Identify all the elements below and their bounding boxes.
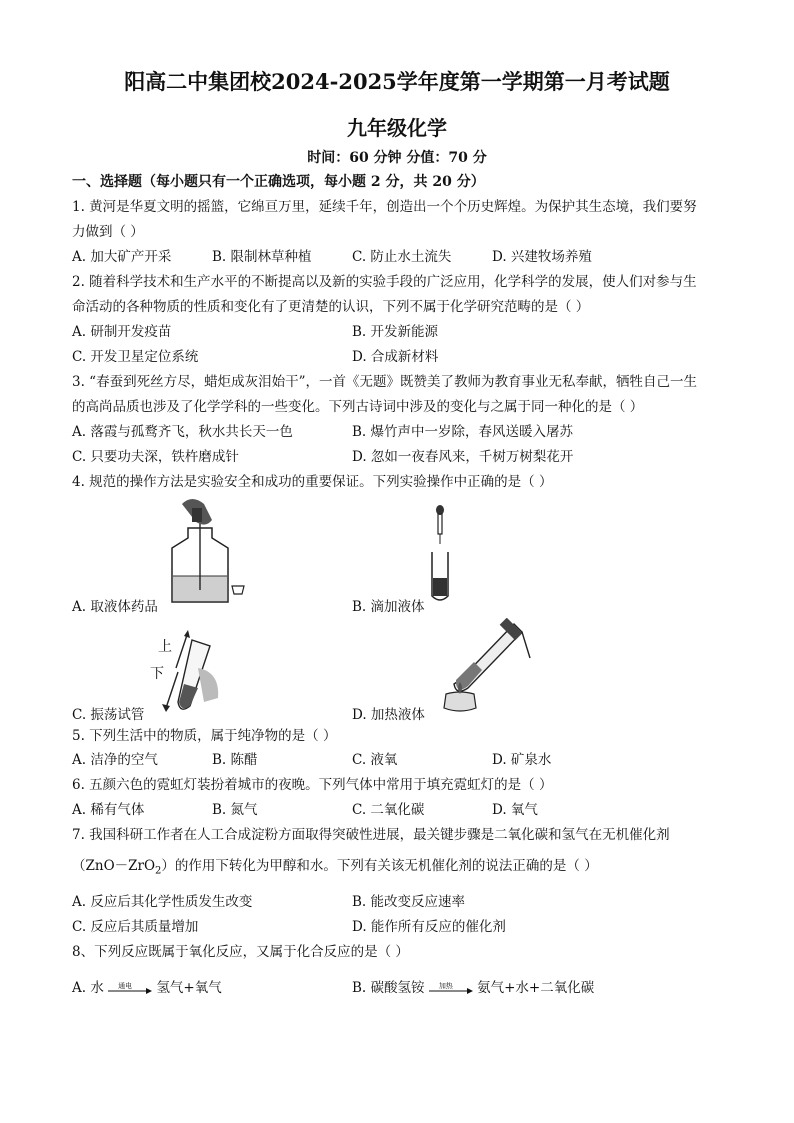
- q5-option-a: A. 洁净的空气: [72, 752, 158, 768]
- q7-stem-rest: ）的作用下转化为甲醇和水。下列有关该无机催化剂的说法正确的是（ ）: [161, 858, 598, 874]
- q8-a-products: 氢气+氧气: [156, 980, 222, 996]
- q3-option-c: C. 只要功夫深，铁杵磨成针: [72, 449, 239, 465]
- q5-option-b: B. 陈醋: [212, 752, 258, 768]
- q1-option-d: D. 兴建牧场养殖: [492, 249, 592, 265]
- q8-a-reactant: A. 水: [72, 980, 104, 996]
- q2-stem-line1: 2. 随着科学技术和生产水平的不断提高以及新的实验手段的广泛应用，化学科学的发展，使人们对参与生: [72, 274, 697, 290]
- q5-option-c: C. 液氧: [352, 752, 398, 768]
- q5-option-d: D. 矿泉水: [492, 752, 552, 768]
- q2-option-b: B. 开发新能源: [352, 324, 439, 340]
- fig-label-up: 上: [158, 639, 172, 655]
- q7-stem-line1: 7. 我国科研工作者在人工合成淀粉方面取得突破性进展，最关键步骤是二氧化碳和氢气在无机催化剂: [72, 827, 670, 843]
- q8-stem: 8、下列反应既属于氧化反应，又属于化合反应的是（ ）: [72, 944, 409, 960]
- q2-option-d: D. 合成新材料: [352, 349, 439, 365]
- q6-option-a: A. 稀有气体: [72, 802, 145, 818]
- q6-stem: 6. 五颜六色的霓虹灯装扮着城市的夜晚。下列气体中常用于填充霓虹灯的是（ ）: [72, 777, 553, 793]
- q8-a-condition: 通电: [118, 981, 133, 990]
- q1-stem-line1: 1. 黄河是华夏文明的摇篮，它绵亘万里，延续千年，创造出一个个历史辉煌。为保护其生态境，我们要努: [72, 199, 697, 215]
- exam-subtitle: 九年级化学: [347, 116, 447, 140]
- reaction-arrow: [108, 982, 152, 996]
- q2-stem-line2: 命活动的各种物质的性质和变化有了更清楚的认识，下列不属于化学研究范畴的是（ ）: [72, 299, 590, 315]
- q7-option-d: D. 能作所有反应的催化剂: [352, 919, 506, 935]
- fig-label-down: 下: [150, 666, 164, 682]
- q2-option-a: A. 研制开发疫苗: [72, 324, 172, 340]
- q4-option-d: D. 加热液体: [352, 707, 425, 723]
- q3-option-d: D. 忽如一夜春风来，千树万树梨花开: [352, 449, 574, 465]
- section-heading: 一、选择题（每小题只有一个正确选项，每小题 2 分，共 20 分）: [72, 174, 485, 190]
- q1-option-b: B. 限制林草种植: [212, 249, 312, 265]
- q3-stem-line1: 3. “春蚕到死丝方尽，蜡炬成灰泪始干”，一首《无题》既赞美了教师为教育事业无私奉献，牺牲自己一生: [72, 374, 697, 390]
- q8-b-reactant: B. 碳酸氢铵: [352, 980, 425, 996]
- exam-title: 阳高二中集团校2024-2025学年度第一学期第一月考试题: [124, 69, 670, 94]
- q4-stem: 4. 规范的操作方法是实验安全和成功的重要保证。下列实验操作中正确的是（ ）: [72, 474, 553, 490]
- q7-formula: （ZnO－ZrO: [72, 858, 156, 874]
- q4-option-a: A. 取液体药品: [72, 599, 158, 615]
- q5-stem: 5. 下列生活中的物质，属于纯净物的是（ ）: [72, 728, 337, 744]
- q4-option-c: C. 振荡试管: [72, 707, 145, 723]
- q1-option-c: C. 防止水土流失: [352, 249, 452, 265]
- q1-stem-line2: 力做到（ ）: [72, 224, 144, 240]
- q3-option-a: A. 落霞与孤鹜齐飞，秋水共长天一色: [72, 424, 293, 440]
- q8-b-condition: 加热: [438, 981, 453, 990]
- q2-option-c: C. 开发卫星定位系统: [72, 349, 199, 365]
- q6-option-b: B. 氮气: [212, 802, 258, 818]
- q7-option-b: B. 能改变反应速率: [352, 894, 466, 910]
- dropper-figure: [420, 504, 460, 604]
- arrow-icon: [108, 984, 152, 998]
- q3-option-b: B. 爆竹声中一岁除，春风送暖入屠苏: [352, 424, 574, 440]
- q8-option-b: [352, 978, 594, 998]
- q3-stem-line2: 的高尚品质也涉及了化学学科的一些变化。下列古诗词中涉及的变化与之属于同一种化的是（ ）: [72, 399, 644, 415]
- q7-option-c: C. 反应后其质量增加: [72, 919, 199, 935]
- q6-option-d: D. 氧气: [492, 802, 538, 818]
- reaction-arrow: [429, 982, 473, 996]
- q7-stem-line2: [72, 856, 598, 882]
- q8-option-a: [72, 978, 222, 998]
- arrow-icon: [429, 984, 473, 998]
- q4-option-b: B. 滴加液体: [352, 599, 425, 615]
- q7-formula-subscript: 2: [155, 865, 162, 877]
- q7-option-a: A. 反应后其化学性质发生改变: [72, 894, 253, 910]
- heating-figure: [430, 618, 540, 718]
- exam-meta: 时间：60 分钟 分值：70 分: [307, 150, 487, 166]
- q6-option-c: C. 二氧化碳: [352, 802, 425, 818]
- bottle-pour-figure: [160, 498, 250, 608]
- q1-option-a: A. 加大矿产开采: [72, 249, 172, 265]
- q8-b-products: 氨气+水+二氧化碳: [477, 980, 595, 996]
